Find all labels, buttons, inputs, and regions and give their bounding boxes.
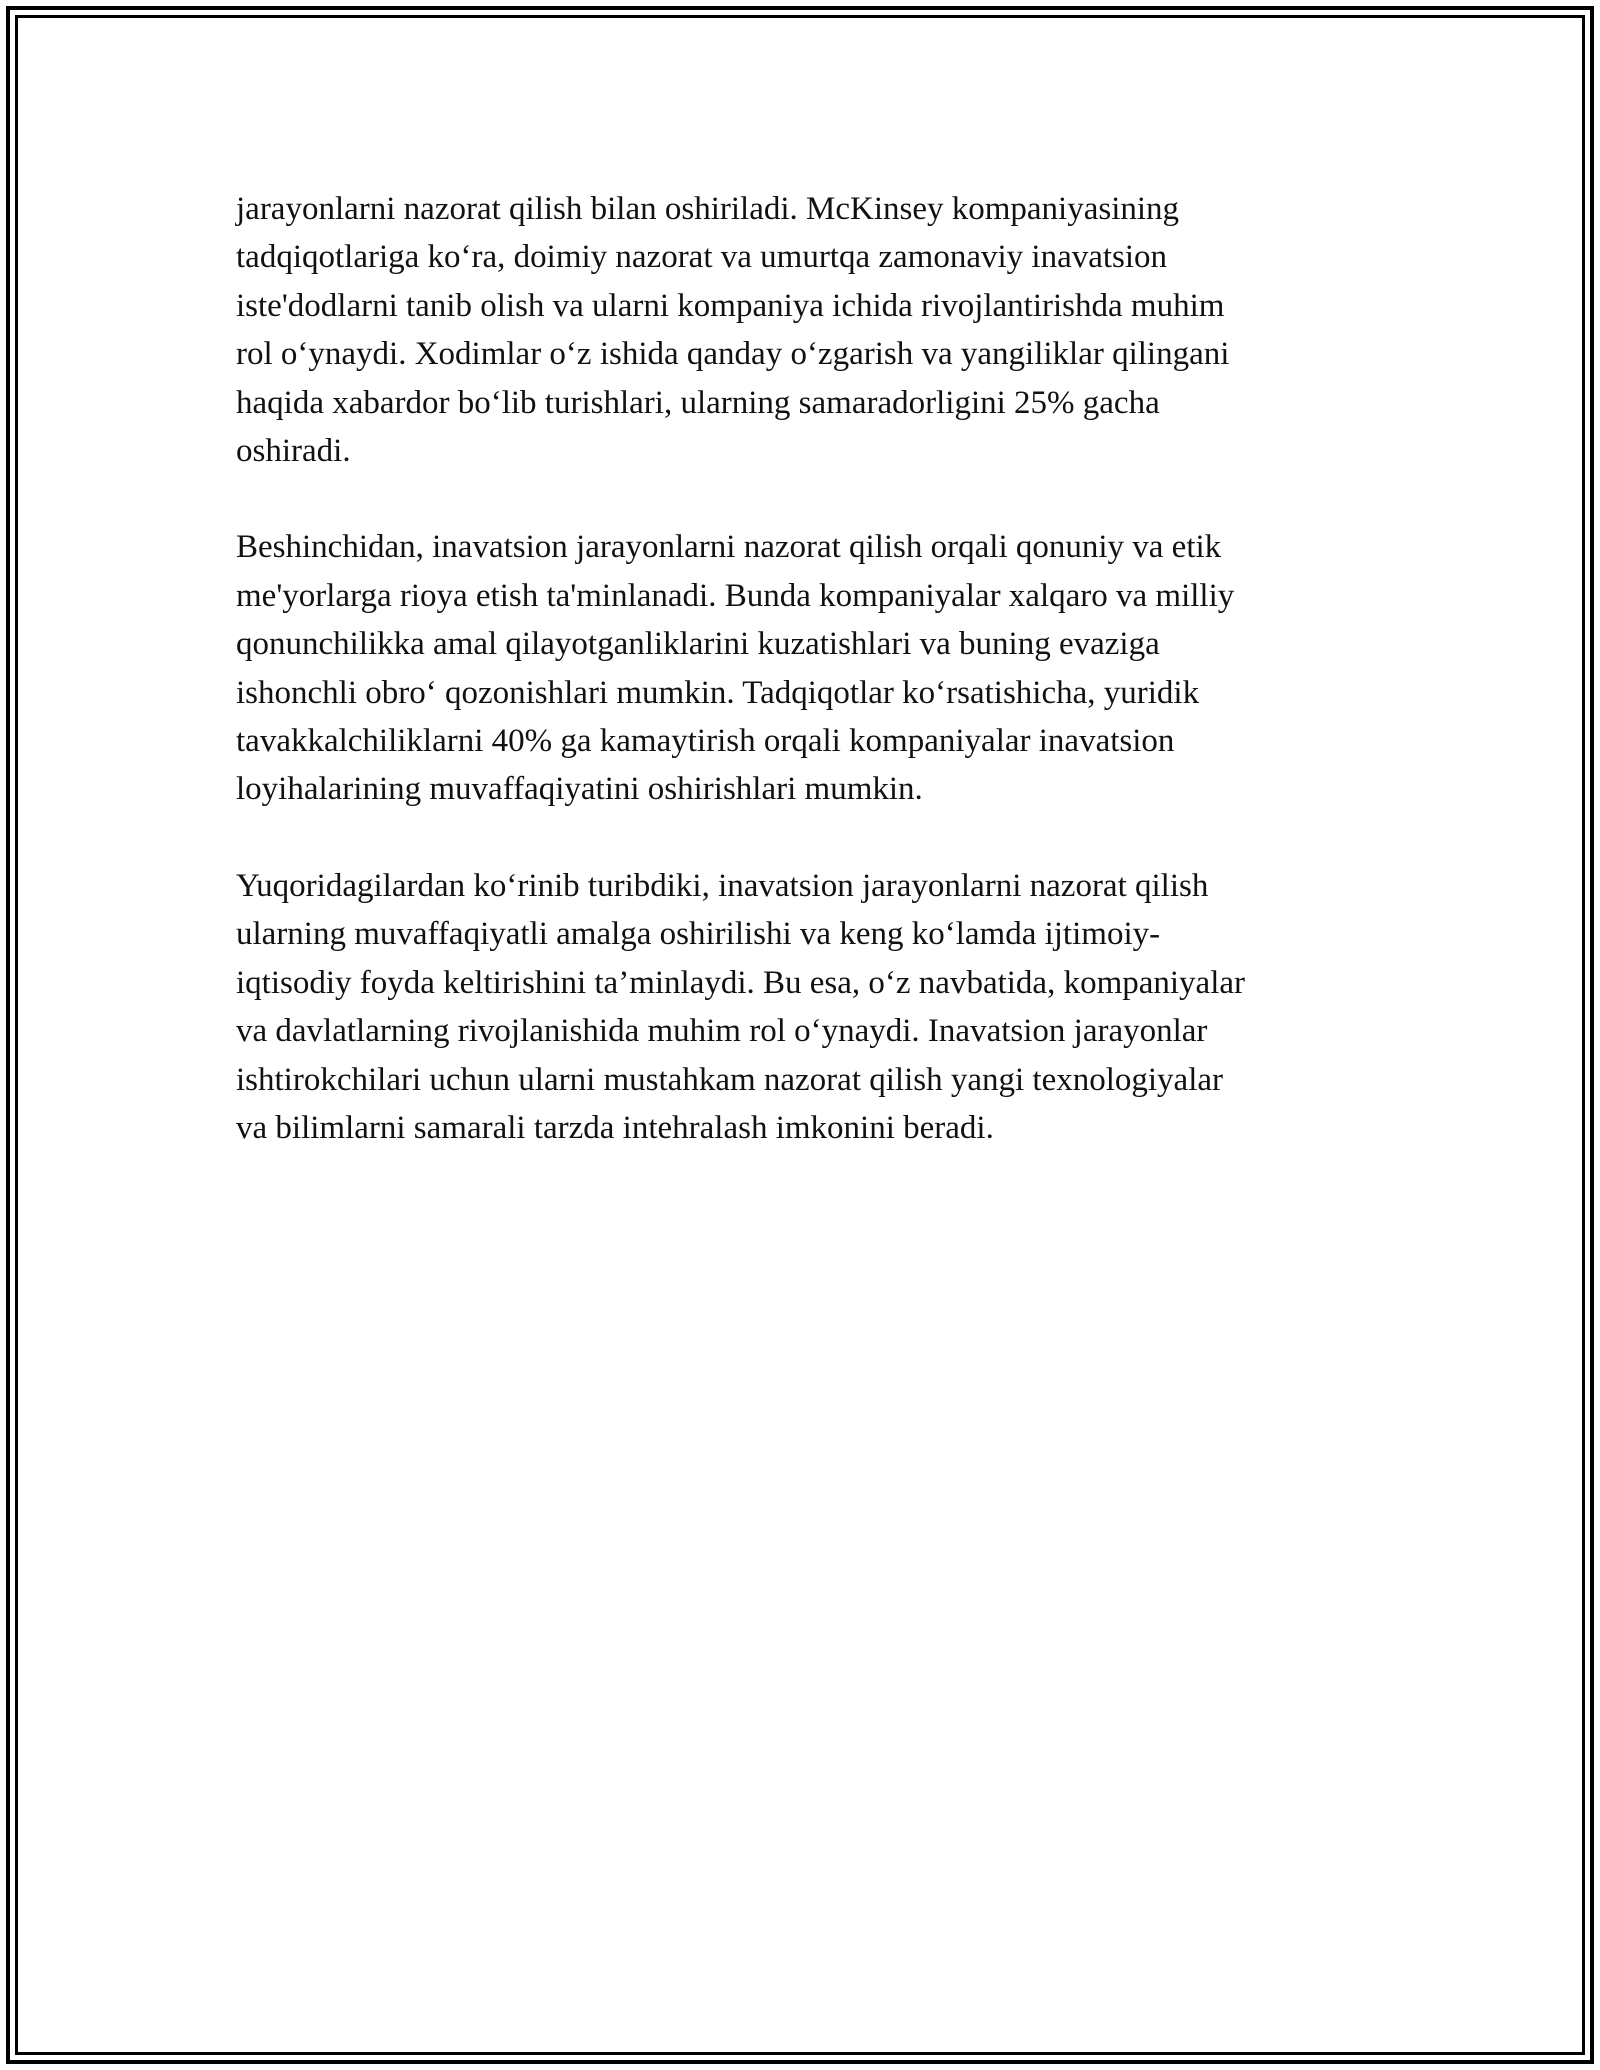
- text-line: va bilimlarni samarali tarzda intehralash imkonini beradi.: [236, 1109, 994, 1146]
- text-line: iste'dodlarni tanib olish va ularni kompaniya ichida rivojlantirishda muhim: [236, 287, 1225, 324]
- document-body: [236, 185, 1366, 1200]
- text-line: qonunchilikka amal qilayotganliklarini kuzatishlari va buning evaziga: [236, 626, 1160, 663]
- text-line: ishtirokchilari uchun ularni mustahkam nazorat qilish yangi texnologiyalar: [236, 1061, 1224, 1098]
- text-line: loyihalarining muvaffaqiyatini oshirishlari mumkin.: [236, 771, 923, 808]
- text-line: oshiradi.: [236, 433, 351, 470]
- paragraph-1: [236, 185, 1366, 475]
- text-line: rol o‘ynaydi. Xodimlar o‘z ishida qanday o‘zgarish va yangiliklar qilingani: [236, 336, 1230, 373]
- text-line: va davlatlarning rivojlanishida muhim rol o‘ynaydi. Inavatsion jarayonlar: [236, 1013, 1208, 1050]
- text-line: ishonchli obro‘ qozonishlari mumkin. Tadqiqotlar ko‘rsatishicha, yuridik: [236, 674, 1200, 711]
- text-line: ularning muvaffaqiyatli amalga oshirilishi va keng ko‘lamda ijtimoiy-: [236, 916, 1161, 953]
- text-line: tavakkalchiliklarni 40% ga kamaytirish orqali kompaniyalar inavatsion: [236, 723, 1175, 760]
- text-line: me'yorlarga rioya etish ta'minlanadi. Bunda kompaniyalar xalqaro va milliy: [236, 577, 1235, 614]
- text-line: iqtisodiy foyda keltirishini ta’minlaydi. Bu esa, o‘z navbatida, kompaniyalar: [236, 964, 1246, 1001]
- text-line: Yuqoridagilardan ko‘rinib turibdiki, inavatsion jarayonlarni nazorat qilish: [236, 867, 1209, 904]
- paragraph-3: [236, 862, 1366, 1152]
- text-line: tadqiqotlariga ko‘ra, doimiy nazorat va umurtqa zamonaviy inavatsion: [236, 239, 1168, 276]
- text-line: haqida xabardor bo‘lib turishlari, ularning samaradorligini 25% gacha: [236, 384, 1160, 421]
- text-line: Beshinchidan, inavatsion jarayonlarni nazorat qilish orqali qonuniy va etik: [236, 529, 1222, 566]
- text-line: jarayonlarni nazorat qilish bilan oshiriladi. McKinsey kompaniyasining: [236, 191, 1180, 227]
- paragraph-2: [236, 523, 1366, 813]
